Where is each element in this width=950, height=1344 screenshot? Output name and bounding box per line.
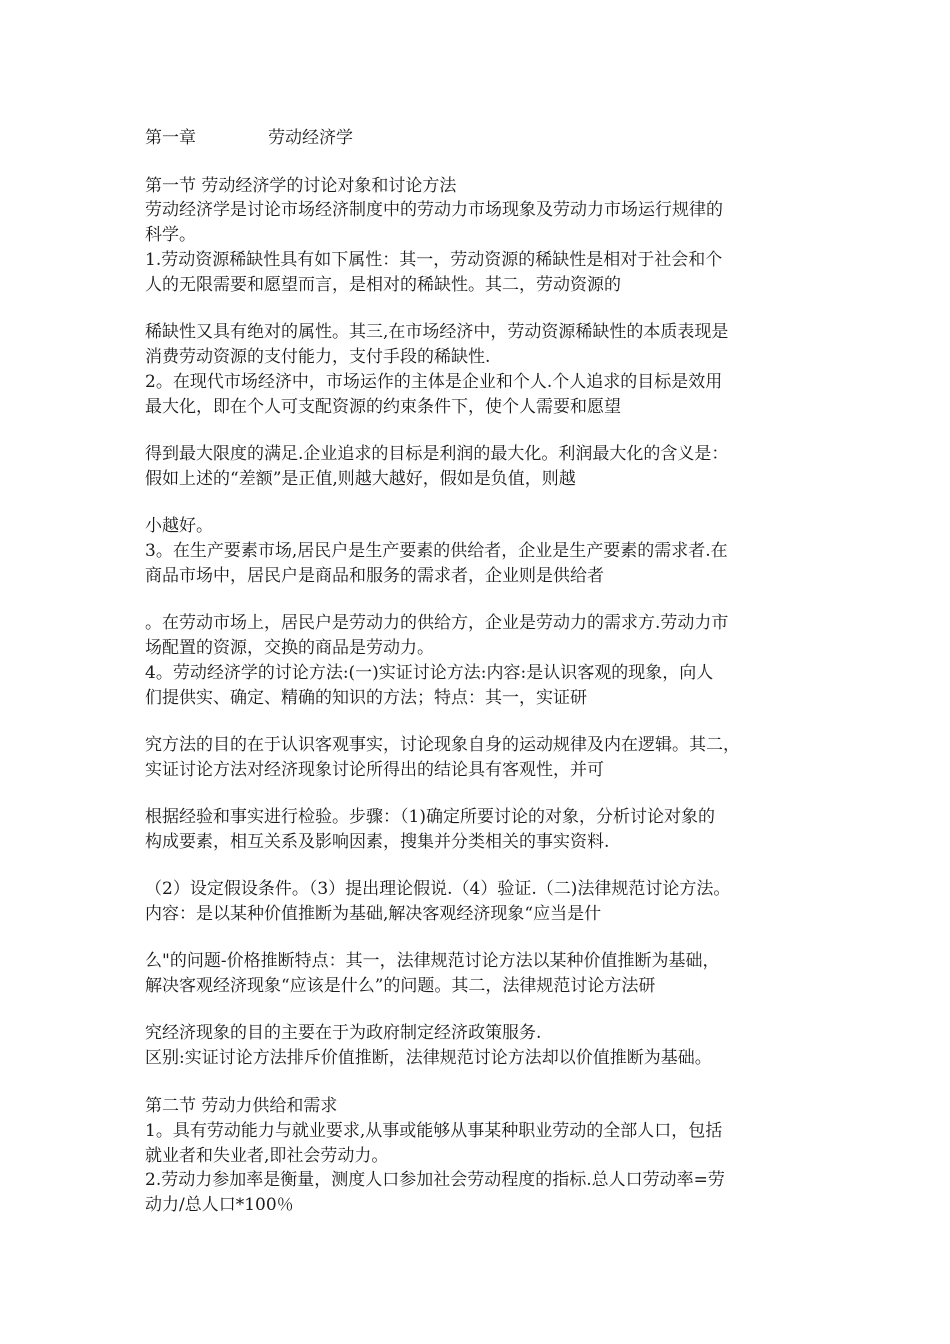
text-line: 1.劳动资源稀缺性具有如下属性：其一，劳动资源的稀缺性是相对于社会和个: [145, 250, 723, 270]
text-line: 根据经验和事实进行检验。步骤：（1)确定所要讨论的对象，分析讨论对象的: [145, 807, 715, 827]
text-line: 内容：是以某种价值推断为基础,解决客观经济现象“应当是什: [145, 904, 602, 924]
text-line: 1。具有劳动能力与就业要求,从事或能够从事某种职业劳动的全部人口，包括: [145, 1121, 723, 1141]
text-line: 实证讨论方法对经济现象讨论所得出的结论具有客观性，并可: [145, 760, 604, 780]
text-line: 2。在现代市场经济中，市场运作的主体是企业和个人.个人追求的目标是效用: [145, 372, 723, 392]
text-line: 3。在生产要素市场,居民户是生产要素的供给者，企业是生产要素的需求者.在: [145, 541, 728, 561]
text-line: （2）设定假设条件。（3）提出理论假说.（4）验证.（二)法律规范讨论方法。: [145, 879, 731, 899]
text-line: 得到最大限度的满足.企业追求的目标是利润的最大化。利润最大化的含义是：: [145, 444, 729, 464]
text-line: 2.劳动力参加率是衡量，测度人口参加社会劳动程度的指标.总人口劳动率=劳: [145, 1170, 725, 1190]
text-line: 稀缺性又具有绝对的属性。其三,在市场经济中，劳动资源稀缺性的本质表现是: [145, 322, 729, 342]
text-line: 消费劳动资源的支付能力，支付手段的稀缺性.: [145, 347, 491, 367]
text-line: 构成要素，相互关系及影响因素，搜集并分类相关的事实资料.: [145, 832, 610, 852]
text-line: 商品市场中，居民户是商品和服务的需求者，企业则是供给者: [145, 566, 604, 586]
chapter-title: 劳动经济学: [268, 128, 353, 148]
section-heading: 第一节 劳动经济学的讨论对象和讨论方法: [145, 176, 457, 196]
text-line: 最大化，即在个人可支配资源的约束条件下，使个人需要和愿望: [145, 397, 621, 417]
text-line: 小越好。: [145, 516, 213, 536]
text-line: 假如上述的“差额”是正值,则越大越好，假如是负值，则越: [145, 469, 576, 489]
chapter-label: 第一章: [145, 128, 196, 148]
text-line: 动力/总人口*100％: [145, 1195, 294, 1215]
text-line: 劳动经济学是讨论市场经济制度中的劳动力市场现象及劳动力市场运行规律的: [145, 200, 723, 220]
text-line: 场配置的资源，交换的商品是劳动力。: [145, 638, 434, 658]
text-line: 。在劳动市场上，居民户是劳动力的供给方，企业是劳动力的需求方.劳动力市: [145, 613, 729, 633]
text-line: 就业者和失业者,即社会劳动力。: [145, 1146, 389, 1166]
section-heading: 第二节 劳动力供给和需求: [145, 1096, 338, 1116]
chapter-heading: [145, 124, 815, 152]
text-line: 科学。: [145, 225, 196, 245]
text-line: 人的无限需要和愿望而言，是相对的稀缺性。其二，劳动资源的: [145, 275, 621, 295]
text-line: 么"的问题-价格推断特点：其一，法律规范讨论方法以某种价值推断为基础，: [145, 951, 720, 971]
text-line: 究经济现象的目的主要在于为政府制定经济政策服务.: [145, 1023, 542, 1043]
text-line: 4。劳动经济学的讨论方法:(一)实证讨论方法:内容:是认识客观的现象，向人: [145, 663, 714, 683]
text-line: 究方法的目的在于认识客观事实，讨论现象自身的运动规律及内在逻辑。其二，: [145, 735, 740, 755]
text-line: 解决客观经济现象“应该是什么”的问题。其二，法律规范讨论方法研: [145, 976, 656, 996]
text-line: 区别:实证讨论方法排斥价值推断，法律规范讨论方法却以价值推断为基础。: [145, 1048, 712, 1068]
text-line: 们提供实、确定、精确的知识的方法；特点：其一，实证研: [145, 688, 587, 708]
